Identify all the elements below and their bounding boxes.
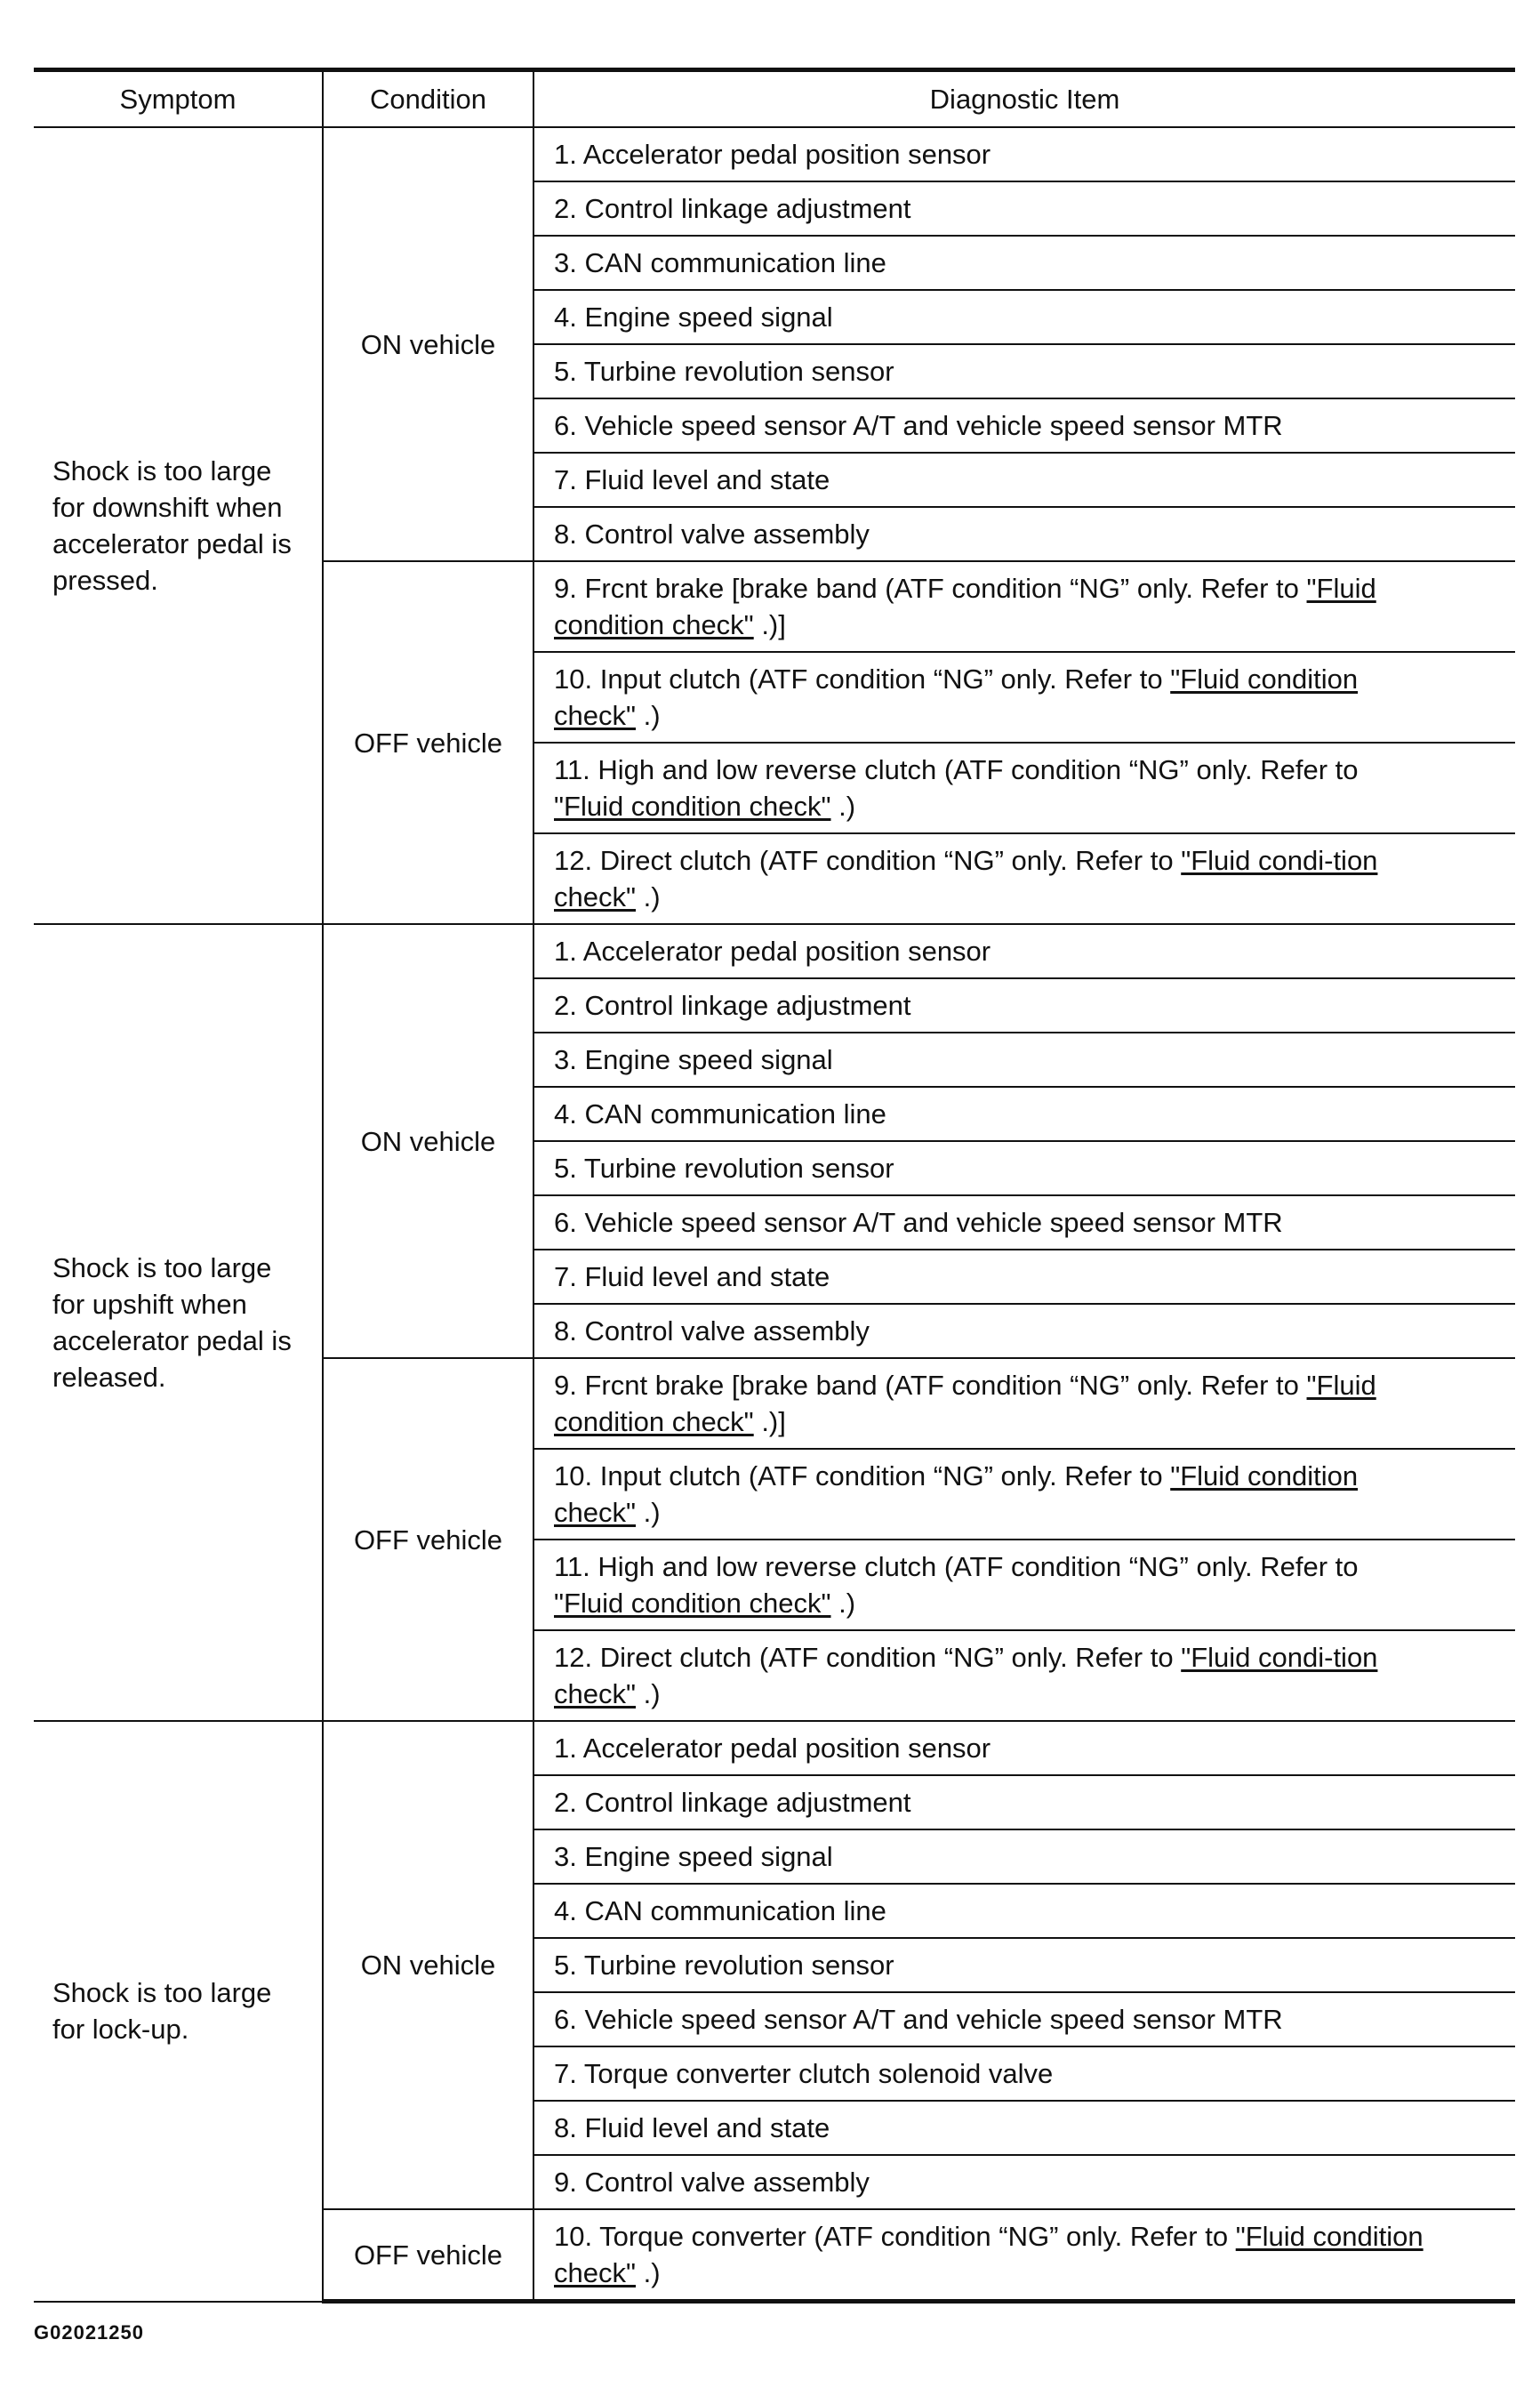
diagnostic-item-cell: 6. Vehicle speed sensor A/T and vehicle speed sensor MTR [533, 1992, 1515, 2046]
diagnostic-item-suffix: .)] [753, 609, 786, 640]
diagnostic-item-text: 10. Input clutch (ATF condition “NG” only. Refer to [554, 663, 1171, 695]
diagnostic-item-cell: 3. Engine speed signal [533, 1829, 1515, 1884]
diagnostic-item-cell: 7. Fluid level and state [533, 453, 1515, 507]
condition-cell-on-vehicle: ON vehicle [323, 924, 533, 1358]
symptom-cell: Shock is too large for downshift when accelerator pedal is pressed. [34, 127, 323, 924]
diagnostic-item-cell: 6. Vehicle speed sensor A/T and vehicle speed sensor MTR [533, 1195, 1515, 1250]
table-body [34, 127, 1515, 2302]
symptom-column-header: Symptom [34, 70, 323, 128]
diagnostic-item-cell [533, 1449, 1515, 1540]
diagnostic-item-cell: 9. Control valve assembly [533, 2155, 1515, 2209]
diagnostic-item-cell [533, 1540, 1515, 1630]
fluid-condition-check-link[interactable]: "Fluid condition check" [554, 663, 1359, 731]
diagnostic-item-column-header: Diagnostic Item [533, 70, 1515, 128]
diagnostic-item-cell: 7. Fluid level and state [533, 1250, 1515, 1304]
diagnostic-item-cell: 3. CAN communication line [533, 236, 1515, 290]
fluid-condition-check-link[interactable]: "Fluid condition check" [554, 573, 1376, 640]
fluid-condition-check-link[interactable]: "Fluid condition check" [554, 791, 831, 822]
diagnostic-item-suffix: .) [636, 700, 661, 731]
diagnostic-item-cell: 2. Control linkage adjustment [533, 1775, 1515, 1829]
fluid-condition-check-link[interactable]: "Fluid condition check" [554, 1588, 831, 1619]
condition-cell-on-vehicle: ON vehicle [323, 1721, 533, 2209]
diagnostic-item-cell [533, 1358, 1515, 1449]
diagnostic-item-suffix: .) [830, 791, 856, 822]
symptom-cell: Shock is too large for lock-up. [34, 1721, 323, 2302]
diagnostic-item-cell: 5. Turbine revolution sensor [533, 1938, 1515, 1992]
diagnostic-item-suffix: .)] [753, 1406, 786, 1437]
diagnostic-item-cell: 7. Torque converter clutch solenoid valve [533, 2046, 1515, 2101]
diagnostic-item-text: 12. Direct clutch (ATF condition “NG” only. Refer to [554, 1642, 1182, 1673]
fluid-condition-check-link[interactable]: "Fluid condition check" [554, 1370, 1376, 1437]
diagnostic-item-text: 12. Direct clutch (ATF condition “NG” only. Refer to [554, 845, 1182, 876]
diagnostic-item-suffix: .) [636, 1497, 661, 1528]
diagnostic-item-suffix: .) [636, 881, 661, 913]
diagnostic-item-cell: 4. CAN communication line [533, 1884, 1515, 1938]
diagnostic-item-text: 11. High and low reverse clutch (ATF condition “NG” only. Refer to [554, 1551, 1359, 1582]
diagnostic-item-text: 10. Input clutch (ATF condition “NG” only. Refer to [554, 1460, 1171, 1491]
table-row [34, 924, 1515, 978]
diagnostic-item-cell: 4. CAN communication line [533, 1087, 1515, 1141]
table-row [34, 1721, 1515, 1775]
condition-cell-off-vehicle: OFF vehicle [323, 561, 533, 924]
condition-column-header: Condition [323, 70, 533, 128]
fluid-condition-check-link[interactable]: "Fluid condition check" [554, 1460, 1359, 1528]
diagnostic-item-cell: 2. Control linkage adjustment [533, 978, 1515, 1033]
diagnostic-item-cell: 8. Fluid level and state [533, 2101, 1515, 2155]
diagnostic-item-cell: 6. Vehicle speed sensor A/T and vehicle speed sensor MTR [533, 398, 1515, 453]
diagnostic-item-cell: 1. Accelerator pedal position sensor [533, 924, 1515, 978]
diagnostic-item-text: 9. Frcnt brake [brake band (ATF condition “NG” only. Refer to [554, 573, 1307, 604]
diagnostic-item-suffix: .) [636, 1678, 661, 1709]
symptom-cell: Shock is too large for upshift when accelerator pedal is released. [34, 924, 323, 1721]
diagnostic-item-cell [533, 743, 1515, 833]
diagnostic-item-cell [533, 833, 1515, 924]
diagnostic-item-suffix: .) [636, 2257, 661, 2288]
fluid-condition-check-link[interactable]: "Fluid condition check" [554, 2221, 1424, 2288]
diagnostic-item-text: 10. Torque converter (ATF condition “NG” only. Refer to [554, 2221, 1236, 2252]
diagnostic-item-text: 9. Frcnt brake [brake band (ATF condition “NG” only. Refer to [554, 1370, 1307, 1401]
diagnostic-item-suffix: .) [830, 1588, 856, 1619]
diagnostic-table [34, 68, 1515, 2304]
fluid-condition-check-link[interactable]: "Fluid condi-tion check" [554, 1642, 1378, 1709]
diagnostic-item-cell [533, 652, 1515, 743]
diagnostic-item-cell [533, 2209, 1515, 2302]
diagnostic-item-cell [533, 561, 1515, 652]
diagnostic-item-cell: 8. Control valve assembly [533, 1304, 1515, 1358]
figure-code: G02021250 [34, 2321, 144, 2344]
table-row [34, 127, 1515, 181]
condition-cell-on-vehicle: ON vehicle [323, 127, 533, 561]
fluid-condition-check-link[interactable]: "Fluid condi-tion check" [554, 845, 1378, 913]
diagnostic-item-cell: 8. Control valve assembly [533, 507, 1515, 561]
diagnostic-item-cell: 5. Turbine revolution sensor [533, 344, 1515, 398]
diagnostic-item-cell: 2. Control linkage adjustment [533, 181, 1515, 236]
diagnostic-item-text: 11. High and low reverse clutch (ATF condition “NG” only. Refer to [554, 754, 1359, 785]
diagnostic-item-cell: 5. Turbine revolution sensor [533, 1141, 1515, 1195]
diagnostic-item-cell: 4. Engine speed signal [533, 290, 1515, 344]
diagnostic-item-cell: 1. Accelerator pedal position sensor [533, 127, 1515, 181]
table-header-row [34, 70, 1515, 128]
diagnostic-item-cell: 1. Accelerator pedal position sensor [533, 1721, 1515, 1775]
condition-cell-off-vehicle: OFF vehicle [323, 1358, 533, 1721]
diagnostic-item-cell: 3. Engine speed signal [533, 1033, 1515, 1087]
diagnostic-item-cell [533, 1630, 1515, 1721]
condition-cell-off-vehicle: OFF vehicle [323, 2209, 533, 2302]
